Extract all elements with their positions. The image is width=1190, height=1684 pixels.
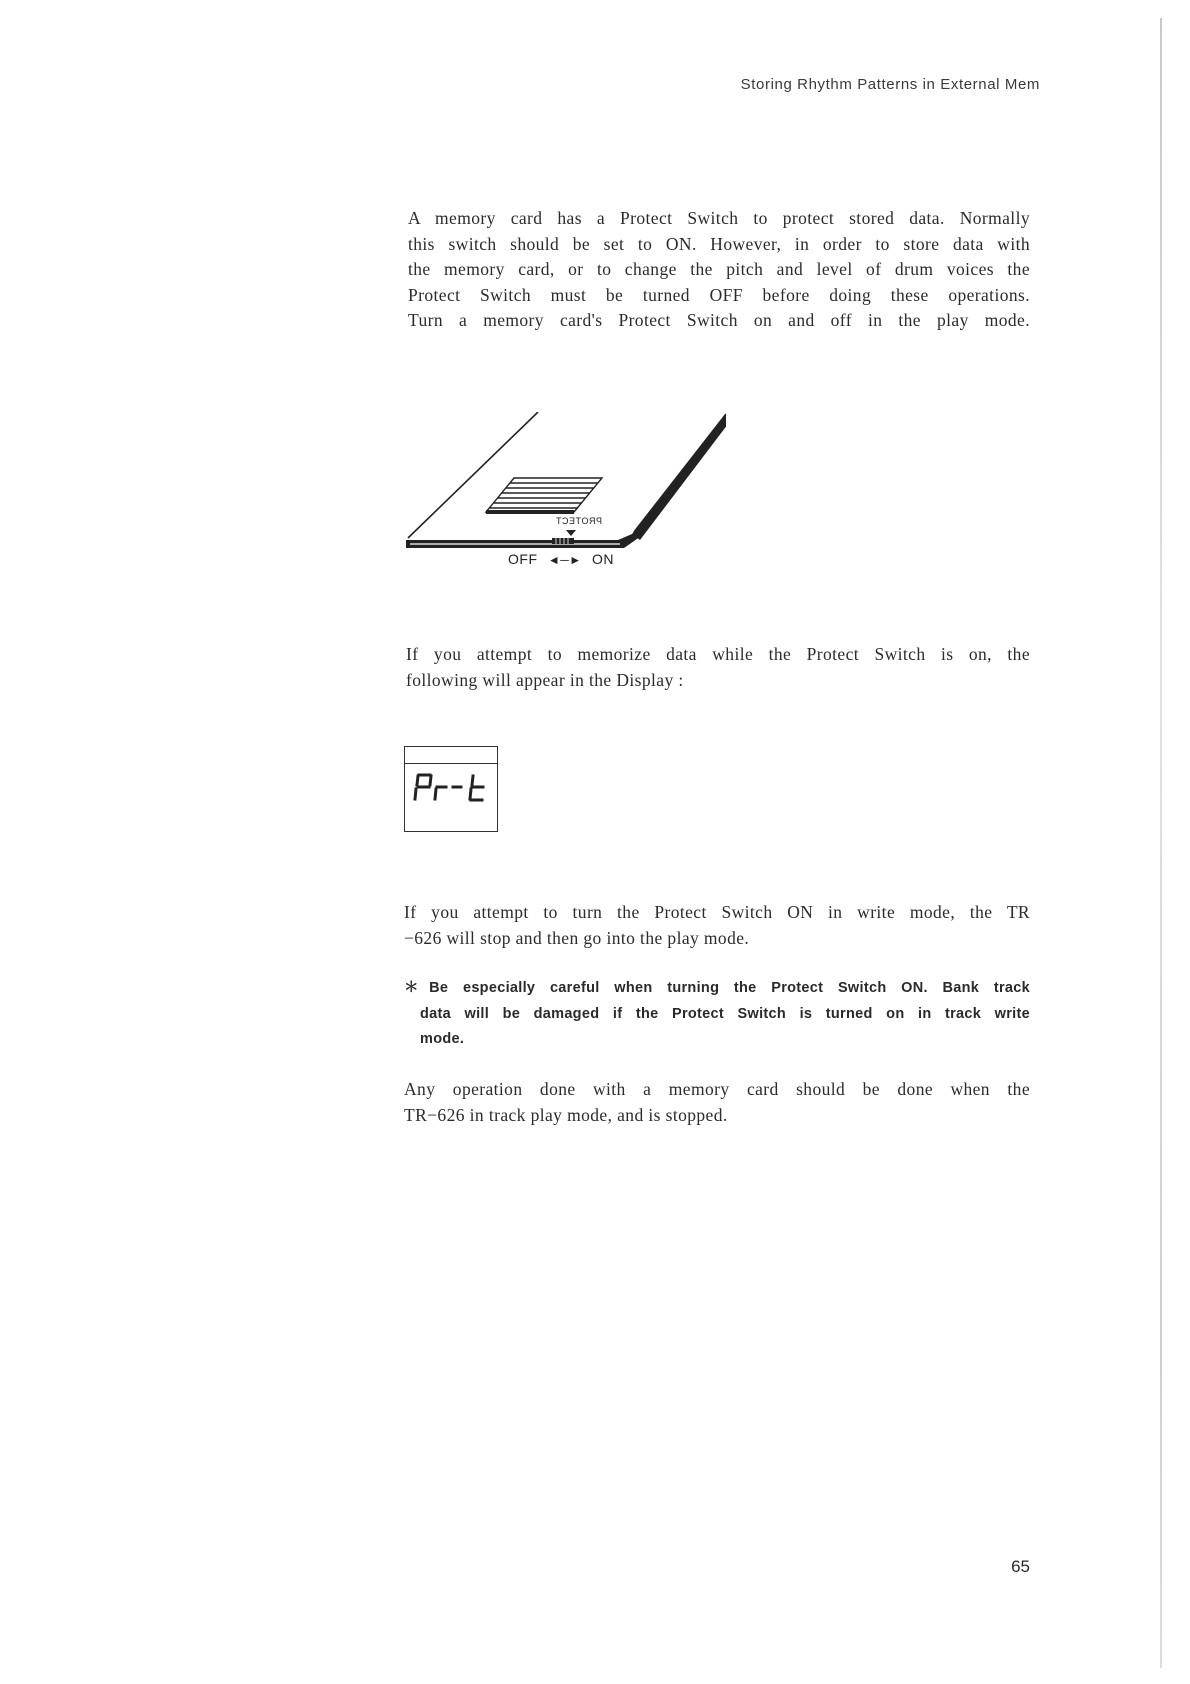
intro-paragraph — [408, 206, 1030, 334]
double-arrow-icon: ◄─► — [547, 553, 582, 567]
note-line: mode. — [420, 1031, 465, 1047]
note-line: data will be damaged if the Protect Switch is turned on in track write — [420, 1005, 1030, 1022]
paragraph-line: Any operation done with a memory card should be done when the — [404, 1079, 1030, 1099]
paragraph-line: this switch should be set to ON. However, in order to store data with — [408, 233, 1030, 254]
off-label: OFF — [508, 551, 538, 567]
paragraph-line: A memory card has a Protect Switch to protect stored data. Normally — [408, 208, 1030, 228]
caution-note — [404, 976, 1030, 1053]
arrow-down-icon — [566, 530, 576, 536]
card-label-area — [486, 478, 602, 514]
paragraph-line: following will appear in the Display : — [406, 669, 684, 690]
page-edge-shadow — [1160, 18, 1162, 1668]
paragraph-line: If you attempt to turn the Protect Switch ON in write mode, the TR — [404, 902, 1030, 922]
operation-paragraph — [404, 1077, 1030, 1128]
paragraph-line: −626 will stop and then go into the play mode. — [404, 927, 750, 948]
memory-card-illustration — [406, 412, 726, 572]
switch-direction-label — [508, 551, 618, 567]
on-label: ON — [592, 551, 615, 567]
display-bezel-line — [405, 763, 497, 764]
paragraph-line: TR−626 in track play mode, and is stopped. — [404, 1104, 728, 1125]
running-header: Storing Rhythm Patterns in External Mem — [740, 76, 1040, 93]
display-warning-paragraph — [406, 642, 1030, 693]
note-line: ＊Be especially careful when turning the Protect Switch ON. Bank track — [404, 980, 1030, 996]
protect-label: PROTECT — [555, 516, 602, 526]
paragraph-line: Protect Switch must be turned OFF before doing these operations. — [408, 284, 1030, 305]
lcd-display — [404, 746, 498, 832]
page-number: 65 — [1011, 1557, 1030, 1576]
paragraph-line: the memory card, or to change the pitch and level of drum voices the — [408, 259, 1030, 279]
paragraph-line: If you attempt to memorize data while the Protect Switch is on, the — [406, 644, 1030, 664]
paragraph-line: Turn a memory card's Protect Switch on and off in the play mode. — [408, 310, 1030, 330]
write-mode-paragraph — [404, 900, 1030, 951]
display-readout-segments — [413, 771, 489, 807]
